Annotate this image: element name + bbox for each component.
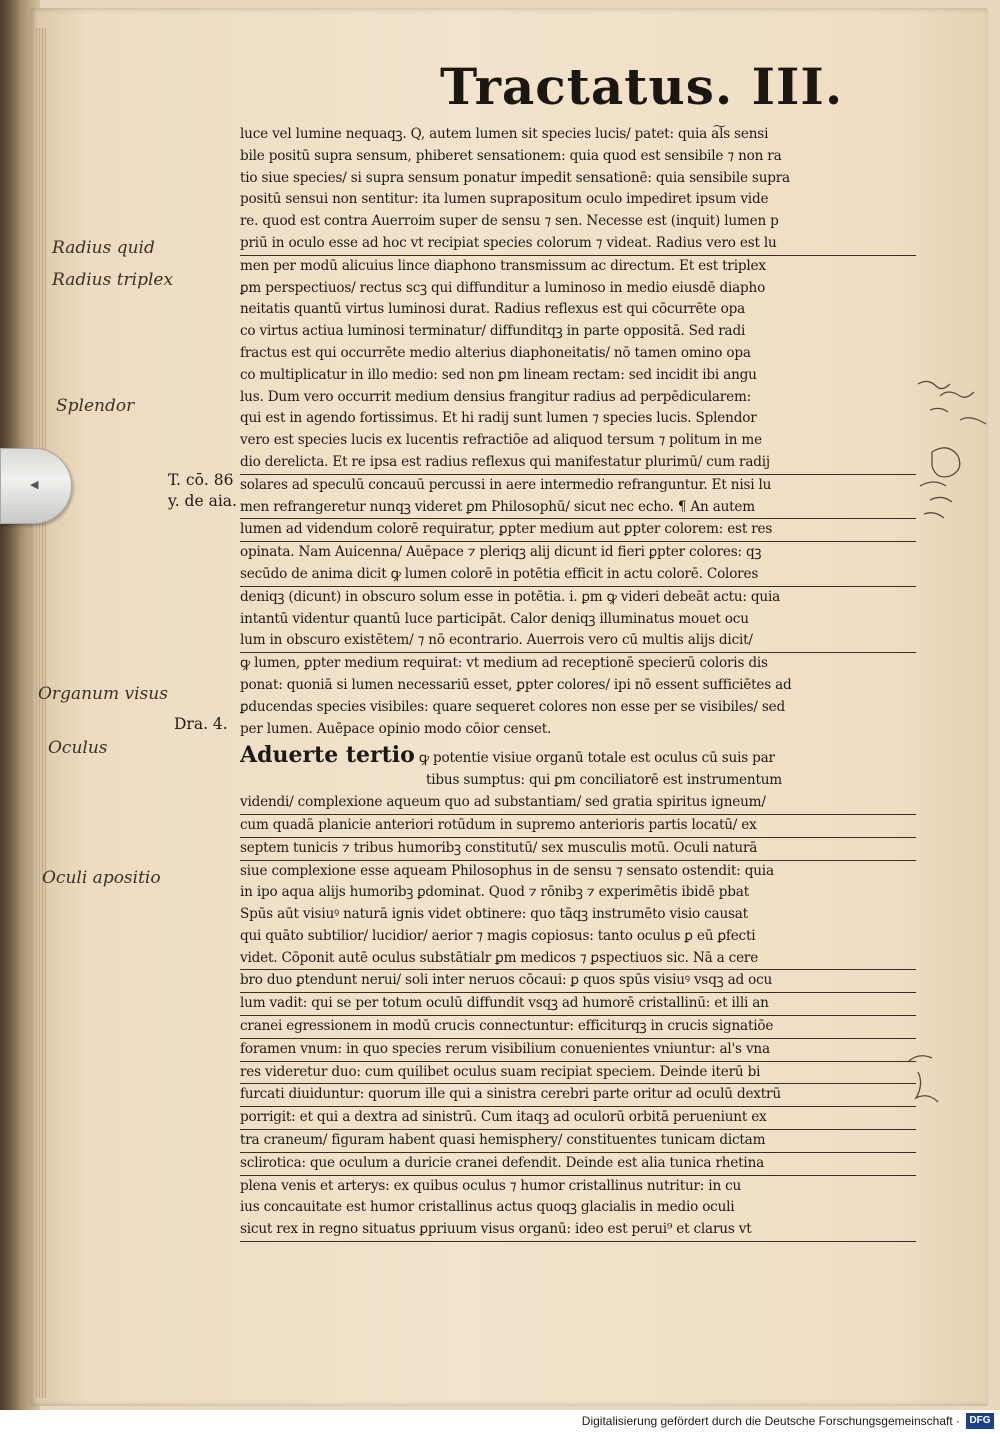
text-line: porrigit: et qui a dextra ad sinistrū. Cum itaqꝫ ad oculorū orbitā perueniunt ex [240, 1107, 916, 1130]
margin-reference-2: y. de aia. [168, 492, 237, 510]
text-line: septem tunicis ⁊ tribus humoribꝫ constitutū/ sex musculis motū. Oculi naturā [240, 838, 916, 861]
section-lead-rest: ꝙ potentie visiue organū totale est oculus cū suis par [418, 750, 775, 767]
text-line: tibus sumptus: qui ꝑm conciliatorē est instrumentum [426, 772, 782, 789]
text-line: bile positū supra sensum, phiberet sensationem: quia quod est sensibile ⁊ non ra [240, 147, 782, 164]
text-line: qui quāto subtilior/ lucidior/ aerior ⁊ magis copiosus: tanto oculus ꝑ eū ꝑfecti [240, 927, 756, 944]
text-line: ꝑm perspectiuos/ rectus scꝫ qui diffunditur a luminoso in medio eiusdē diapho [240, 279, 766, 296]
text-line: lum in obscuro existētem/ ⁊ nō econtrario. Auerrois vero cū multis alijs dicit/ [240, 630, 916, 653]
footer-bar [0, 1410, 1000, 1434]
text-line: solares ad speculū concauū percussi in aere intermedio refranguntur. Et nisi lu [240, 476, 772, 493]
page-title: Tractatus. III. [440, 57, 844, 116]
margin-note-radius-triplex: Radius triplex [52, 270, 174, 290]
text-line: intantū videntur quantū luce participāt. Calor deniqꝫ illuminatus mouet ocu [240, 610, 749, 627]
section-lead-word: Aduerte tertio [240, 742, 415, 769]
text-line: men per modū alicuius lince diaphono transmissum ac directum. Et est triplex [240, 257, 766, 274]
text-line: videt. Cōponit autē oculus substātialr ꝑm medicos ⁊ ꝑspectiuos sic. Nā a cere [240, 948, 916, 971]
text-line: per lumen. Auēpace opinio modo cōior censet. [240, 720, 552, 737]
text-line: priū in oculo esse ad hoc vt recipiat species colorum ⁊ videat. Radius vero est lu [240, 233, 916, 256]
text-line: secūdo de anima dicit ꝙ lumen colorē in potētia efficit in actu colorē. Colores [240, 564, 916, 587]
text-line: videndi/ complexione aqueum quo ad substantiam/ sed gratia spiritus igneum/ [240, 792, 916, 815]
text-line: ponat: quoniā si lumen necessariū esset, ꝑpter colores/ ipi nō essent sufficiētes ad [240, 676, 792, 693]
text-line: fractus est qui occurrēte medio alterius diaphoneitatis/ nō tamen omino opa [240, 344, 751, 361]
text-line: ius concauitate est humor cristallinus actus quoqꝫ glacialis in medio oculi [240, 1199, 735, 1216]
text-line: Spūs aūt visiuꝰ naturā ignis videt obtinere: quo tāqꝫ instrumēto visio causat [240, 906, 748, 923]
text-line: siue complexione esse aqueam Philosophus in de sensu ⁊ sensato ostendit: quia [240, 862, 774, 879]
text-line: qui est in agendo fortissimus. Et hi radij sunt lumen ⁊ species lucis. Splendor [240, 410, 757, 427]
text-line: cum quadā planicie anteriori rotūdum in supremo anterioris partis locatū/ ex [240, 815, 916, 838]
text-line: foramen vnum: in quo species rerum visibilium conuenientes vniuntur: al's vna [240, 1039, 916, 1062]
text-line: res videretur duo: cum quilibet oculus suam recipiat speciem. Deinde iterū bi [240, 1062, 916, 1085]
text-line: luce vel lumine nequaqꝫ. Q, autem lumen sit species lucis/ patet: quia a͠ls sensi [240, 126, 769, 142]
text-line: sclirotica: que oculum a duricie cranei defendit. Deinde est alia tunica rhetina [240, 1153, 916, 1176]
text-line: tio siue species/ si supra sensum ponatur impedit sensationē: quia sensibile supra [240, 169, 790, 186]
text-line: men refrangeretur nunqꝫ videret ꝑm Philosophū/ sicut nec echo. ¶ An autem [240, 497, 916, 520]
text-line: deniqꝫ (dicunt) in obscuro solum esse in potētia. i. ꝑm ꝙ videri debeāt actu: quia [240, 588, 781, 605]
text-line: lus. Dum vero occurrit medium densius frangitur radius ad perpēdicularem: [240, 388, 752, 405]
text-line: cranei egressionem in modū crucis connectuntur: efficiturqꝫ in crucis signatiōe [240, 1016, 916, 1039]
margin-note-organum-visus: Organum visus [38, 684, 168, 704]
text-line: neitatis quantū virtus luminosi durat. Radius reflexus est qui cōcurrēte opa [240, 301, 746, 318]
text-line: dio derelicta. Et re ipsa est radius reflexus qui manifestatur plurimū/ cum radij [240, 452, 916, 475]
margin-note-oculus: Oculus [48, 738, 108, 758]
main-text [240, 124, 916, 1242]
text-line: ꝑducendas species visibiles: quare sequeret colores non esse per se visibiles/ sed [240, 698, 786, 715]
text-line: tra craneum/ figuram habent quasi hemisphery/ constituentes tunicam dictam [240, 1130, 916, 1153]
text-line: lum vadit: qui se per totum oculū diffundit vsqꝫ ad humorē cristallinū: et illi an [240, 993, 916, 1016]
text-line: ꝙ lumen, ꝑpter medium requirat: vt medium ad receptionē specierū coloris dis [240, 655, 768, 672]
margin-note-splendor: Splendor [56, 396, 135, 416]
margin-note-oculi-apositio: Oculi apositio [42, 868, 161, 888]
margin-reference-dra: Dra. 4. [174, 715, 228, 733]
clip-arrow-icon: ◀ [30, 478, 39, 491]
margin-reference-1: T. cō. 86 [168, 471, 234, 489]
dfg-logo: DFG [966, 1413, 994, 1429]
text-line: vero est species lucis ex lucentis refractiōe ad aliquod tersum ⁊ politum in me [240, 432, 762, 449]
footer-credit: Digitalisierung gefördert durch die Deutsche Forschungsgemeinschaft · [581, 1414, 960, 1428]
text-line: bro duo ꝑtendunt nerui/ soli inter neruos cōcaui: ꝑ quos spūs visiuꝰ vsqꝫ ad ocu [240, 970, 916, 993]
text-line: co multiplicatur in illo medio: sed non ꝑm lineam rectam: sed incidit ibi angu [240, 366, 757, 383]
section-heading-line [240, 740, 916, 770]
text-line: plena venis et arterys: ex quibus oculus ⁊ humor cristallinus nutritur: in cu [240, 1177, 742, 1194]
text-line: furcati diuiduntur: quorum ille qui a sinistra cerebri parte oritur ad oculū dextrū [240, 1084, 916, 1107]
text-line: opinata. Nam Auicenna/ Auēpace ⁊ pleriqꝫ alij dicunt id fieri ꝑpter colores: qꝫ [240, 544, 762, 561]
text-line: lumen ad videndum colorē requiratur, ꝑpter medium aut ꝑpter colorem: est res [240, 519, 916, 542]
text-line: positū sensui non sentitur: ita lumen suprapositum oculo impediret ipsum vide [240, 191, 769, 208]
text-line: re. quod est contra Auerroim super de sensu ⁊ sen. Necesse est (inquit) lumen p [240, 213, 779, 230]
text-line: co virtus actiua luminosi terminatur/ diffunditqꝫ in parte oppositā. Sed radi [240, 323, 746, 340]
text-line: sicut rex in regno situatus ꝑpriuum visus organū: ideo est perui⁹ et clarus vt [240, 1219, 916, 1242]
text-line: in ipo aqua alijs humoribꝫ ꝑdominat. Quod ⁊ rōnibꝫ ⁊ experimētis ibidē pbat [240, 884, 749, 901]
page-edges [36, 28, 46, 1398]
margin-note-radius-quid: Radius quid [52, 238, 155, 258]
